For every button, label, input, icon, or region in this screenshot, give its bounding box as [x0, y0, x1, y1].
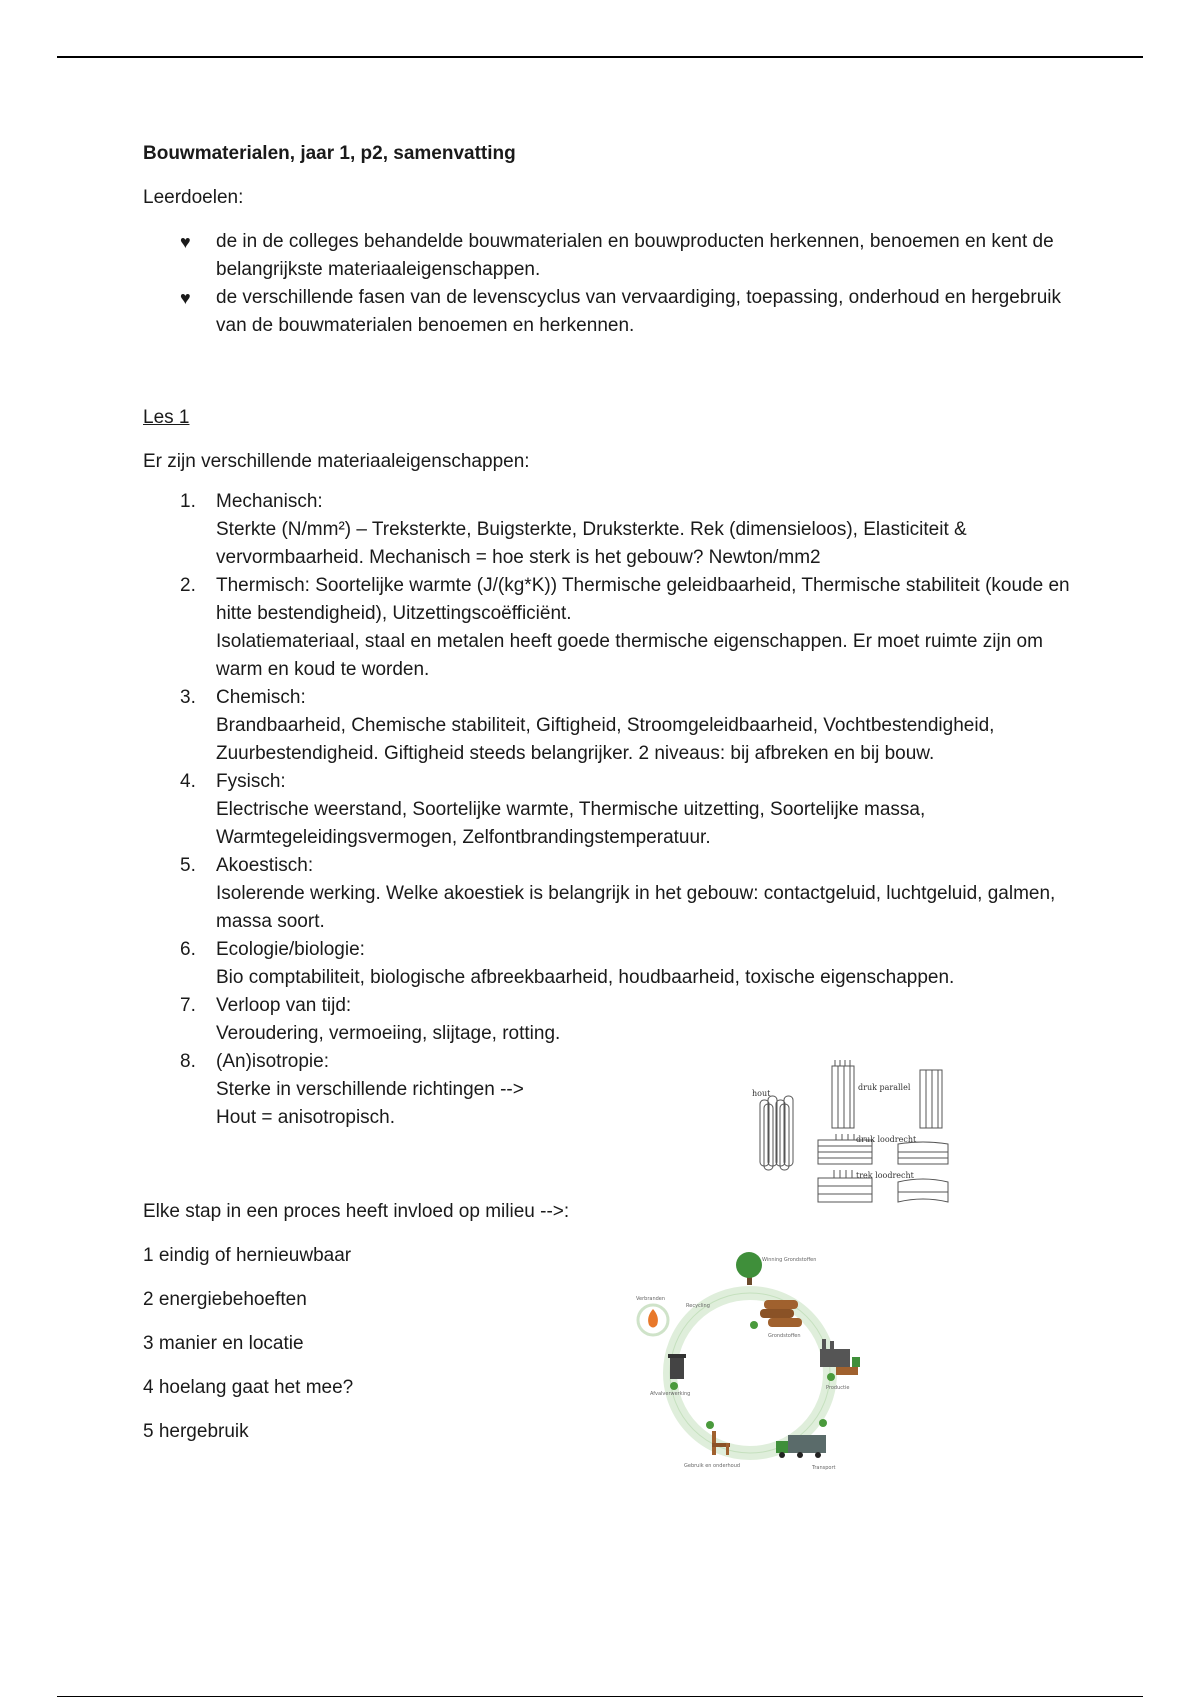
fire-icon: [638, 1305, 668, 1335]
list-item: [143, 852, 1083, 936]
document-title: Bouwmaterialen, jaar 1, p2, samenvatting: [143, 143, 516, 164]
footer-rule: [57, 1696, 1143, 1697]
waste-bin-icon: [668, 1354, 686, 1379]
step-number-badges: [670, 1321, 835, 1429]
wood-label: hout: [752, 1089, 771, 1098]
tree-icon: [736, 1252, 762, 1285]
item-number: 6.: [180, 939, 196, 960]
cycle-label: Transport: [812, 1465, 836, 1471]
item-number: 2.: [180, 575, 196, 596]
property-body: Sterkte (N/mm²) – Treksterkte, Buigsterkte, Druksterkte. Rek (dimensieloos), Elasticiteit & vervormbaarheid. Mechanisch = hoe sterk is het gebouw? Newton/mm2: [216, 519, 967, 568]
step-item: 3 manier en locatie: [143, 1333, 304, 1354]
property-body: Brandbaarheid, Chemische stabiliteit, Giftigheid, Stroomgeleidbaarheid, Vochtbestendigheid, Zuurbestendigheid. Giftigheid steeds belangrijker. 2 niveaus: bij afbreken en bij bouw.: [216, 715, 995, 764]
step-item: 1 eindig of hernieuwbaar: [143, 1245, 352, 1266]
item-number: 5.: [180, 855, 196, 876]
property-head: Fysisch:: [216, 771, 286, 792]
heart-bullet-icon: ♥: [180, 232, 191, 252]
property-head: (An)isotropie:: [216, 1051, 329, 1072]
list-item: [143, 936, 1083, 992]
list-item: [143, 768, 1083, 852]
wood-anisotropy-figure: [748, 1058, 968, 1208]
learning-goals-list: [143, 228, 1083, 340]
compression-parallel-icon: [832, 1060, 942, 1128]
section-heading: Les 1: [143, 407, 190, 428]
properties-intro: Er zijn verschillende materiaaleigenschappen:: [143, 451, 530, 472]
list-item: [143, 488, 1083, 572]
document-body: [143, 140, 1083, 1446]
property-head: Mechanisch:: [216, 491, 323, 512]
cycle-label: Verbranden: [636, 1296, 666, 1302]
list-item: [143, 684, 1083, 768]
leerdoelen-label: Leerdoelen:: [143, 187, 244, 208]
item-number: 1.: [180, 491, 196, 512]
property-body: Veroudering, vermoeiing, slijtage, rotting.: [216, 1023, 561, 1044]
item-number: 4.: [180, 771, 196, 792]
cycle-label: Grondstoffen: [768, 1333, 801, 1339]
cycle-label: Afvalverwerking: [650, 1391, 691, 1397]
wood-label: druk loodrecht: [856, 1135, 917, 1144]
list-item: [143, 992, 1083, 1048]
item-number: 3.: [180, 687, 196, 708]
step-item: 2 energiebehoeften: [143, 1289, 307, 1310]
wood-fiber-bundle-icon: [760, 1096, 793, 1170]
wood-label: trek loodrecht: [856, 1171, 914, 1180]
list-item: [143, 572, 1083, 684]
steps-intro: Elke stap in een proces heeft invloed op milieu -->:: [143, 1201, 570, 1222]
step-item: 5 hergebruik: [143, 1421, 249, 1442]
property-head: Chemisch:: [216, 687, 306, 708]
cycle-label: Productie: [826, 1385, 850, 1391]
property-head: Ecologie/biologie:: [216, 939, 365, 960]
heart-bullet-icon: ♥: [180, 288, 191, 308]
cycle-label: Winning Grondstoffen: [762, 1257, 817, 1263]
goal-text: de in de colleges behandelde bouwmaterialen en bouwproducten herkennen, benoemen en kent de belangrijkste materiaaleigenschappen.: [216, 231, 1054, 280]
property-body: Electrische weerstand, Soortelijke warmte, Thermische uitzetting, Soortelijke massa, Warmtegeleidingsvermogen, Zelfontbrandingstemperatuur.: [216, 799, 926, 848]
life-cycle-figure: [630, 1245, 870, 1490]
goal-text: de verschillende fasen van de levenscyclus van vervaardiging, toepassing, onderhoud en hergebruik van de bouwmaterialen benoemen en herkennen.: [216, 287, 1061, 336]
property-head: Akoestisch:: [216, 855, 314, 876]
cycle-label: Recycling: [686, 1303, 710, 1309]
list-item: [143, 228, 1083, 284]
wood-label: druk parallel: [858, 1083, 911, 1092]
property-head: Thermisch: Soortelijke warmte (J/(kg*K)) Thermische geleidbaarheid, Thermische stabiliteit (koude en hitte bestendigheid), Uitzettingscoëfficiënt.: [216, 575, 1070, 624]
property-head: Verloop van tijd:: [216, 995, 352, 1016]
item-number: 8.: [180, 1051, 196, 1072]
item-number: 7.: [180, 995, 196, 1016]
cycle-label: Gebruik en onderhoud: [684, 1463, 741, 1469]
property-body: Hout = anisotropisch.: [216, 1107, 396, 1128]
properties-list: [143, 488, 1083, 1132]
property-body: Bio comptabiliteit, biologische afbreekbaarheid, houdbaarheid, toxische eigenschappen.: [216, 967, 955, 988]
property-body: Isolatiemateriaal, staal en metalen heeft goede thermische eigenschappen. Er moet ruimte zijn om warm en koud te worden.: [216, 631, 1043, 680]
property-body: Isolerende werking. Welke akoestiek is belangrijk in het gebouw: contactgeluid, luchtgeluid, galmen, massa soort.: [216, 883, 1056, 932]
header-rule: [57, 56, 1143, 58]
property-body: Sterke in verschillende richtingen -->: [216, 1079, 524, 1100]
step-item: 4 hoelang gaat het mee?: [143, 1377, 354, 1398]
list-item: [143, 284, 1083, 340]
